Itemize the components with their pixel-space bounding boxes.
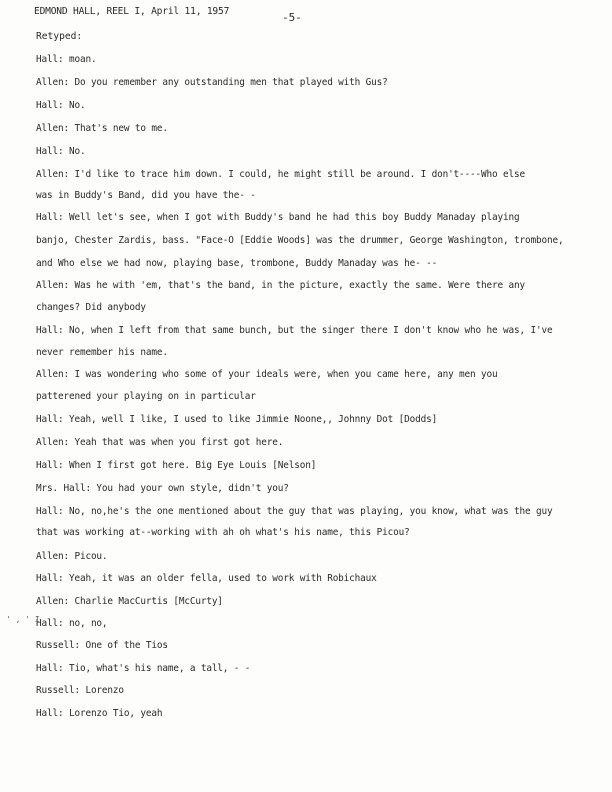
transcript-line: and Who else we had now, playing base, trombone, Buddy Manaday was he- -- (36, 258, 438, 269)
transcript-line: Hall: No, no,he's the one mentioned about the guy that was playing, you know, what was the guy (36, 506, 553, 517)
transcript-line: Hall: No. (36, 146, 86, 157)
transcript-line: Hall: Yeah, it was an older fella, used to work with Robichaux (36, 573, 377, 584)
transcript-line: Allen: I was wondering who some of your ideals were, when you came here, any men you (36, 369, 498, 380)
transcript-line: Mrs. Hall: You had your own style, didn't you? (36, 483, 289, 494)
transcript-line: patterened your playing on in particular (36, 391, 256, 402)
transcript-line: Hall: Well let's see, when I got with Buddy's band he had this boy Buddy Manaday playing (36, 212, 520, 223)
transcript-line: that was working at--working with ah oh what's his name, this Picou? (36, 527, 410, 538)
transcript-line: Hall: Tio, what's his name, a tall, - - (36, 663, 251, 674)
transcript-line: Hall: No, when I left from that same bunch, but the singer there I don't know who he was, I've (36, 325, 553, 336)
transcript-line: Hall: No. (36, 100, 86, 111)
transcript-line: was in Buddy's Band, did you have the- - (36, 190, 256, 201)
transcript-line: Russell: Lorenzo (36, 685, 124, 696)
transcript-line: Russell: One of the Tios (36, 640, 168, 651)
margin-mark: ' , ' I (6, 615, 40, 624)
transcript-line: Allen: Charlie MacCurtis [McCurty] (36, 596, 223, 607)
transcript-line: Hall: When I first got here. Big Eye Louis [Nelson] (36, 460, 317, 471)
transcript-line: never remember his name. (36, 347, 168, 358)
transcript-line: Allen: Picou. (36, 551, 108, 562)
transcript-line: Allen: That's new to me. (36, 123, 168, 134)
page-number: -5- (282, 11, 302, 24)
transcript-line: Hall: moan. (36, 54, 97, 65)
transcript-line: Hall: Yeah, well I like, I used to like Jimmie Noone,, Johnny Dot [Dodds] (36, 414, 438, 425)
transcript-line: Hall: no, no, (36, 618, 108, 629)
transcript-line: Hall: Lorenzo Tio, yeah (36, 708, 163, 719)
transcript-line: changes? Did anybody (36, 302, 146, 313)
document-header: EDMOND HALL, REEL I, April 11, 1957 (34, 6, 230, 17)
transcript-line: Allen: Was he with 'em, that's the band, in the picture, exactly the same. Were there any (36, 280, 525, 291)
retyped-label: Retyped: (36, 31, 83, 42)
transcript-line: Allen: I'd like to trace him down. I could, he might still be around. I don't----Who else (36, 169, 525, 180)
transcript-line: Allen: Do you remember any outstanding men that played with Gus? (36, 77, 388, 88)
transcript-line: banjo, Chester Zardis, bass. "Face-O [Eddie Woods] was the drummer, George Washington, trombone, (36, 235, 564, 246)
transcript-line: Allen: Yeah that was when you first got here. (36, 437, 284, 448)
